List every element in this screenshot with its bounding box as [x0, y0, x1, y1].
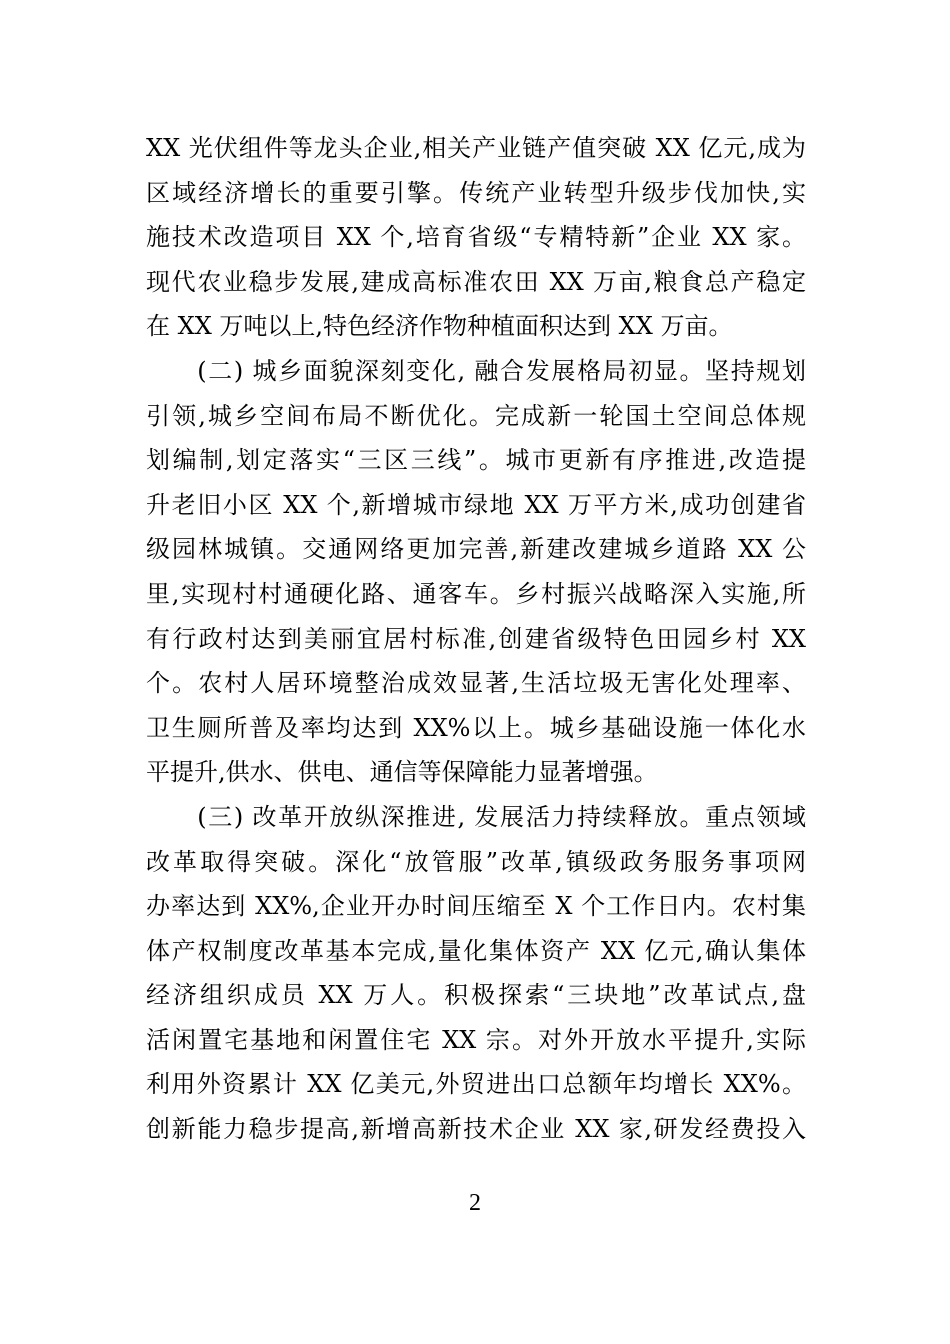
- section-heading-line: (三) 改革开放纵深推进, 发展活力持续释放。重点领域: [146, 802, 806, 831]
- text-line: 有行政村达到美丽宜居村标准,创建省级特色田园乡村 XX: [146, 624, 806, 653]
- section-heading-line: (二) 城乡面貌深刻变化, 融合发展格局初显。坚持规划: [146, 356, 806, 385]
- text-line: 卫生厕所普及率均达到 XX%以上。城乡基础设施一体化水: [146, 713, 806, 742]
- text-line: 区域经济增长的重要引擎。传统产业转型升级步伐加快,实: [146, 178, 806, 207]
- text-line: 引领,城乡空间布局不断优化。完成新一轮国土空间总体规: [146, 401, 806, 430]
- text-line: 经济组织成员 XX 万人。积极探索“三块地”改革试点,盘: [146, 981, 806, 1010]
- text-line: 利用外资累计 XX 亿美元,外贸进出口总额年均增长 XX%。: [146, 1070, 806, 1099]
- text-line: 在 XX 万吨以上,特色经济作物种植面积达到 XX 万亩。: [146, 312, 733, 341]
- text-line: 施技术改造项目 XX 个,培育省级“专精特新”企业 XX 家。: [146, 223, 806, 252]
- text-line: 创新能力稳步提高,新增高新技术企业 XX 家,研发经费投入: [146, 1115, 806, 1144]
- text-line: 里,实现村村通硬化路、通客车。乡村振兴战略深入实施,所: [146, 579, 806, 608]
- page-number: 2: [469, 1190, 481, 1216]
- text-line: 个。农村人居环境整治成效显著,生活垃圾无害化处理率、: [146, 669, 806, 698]
- text-line: 平提升,供水、供电、通信等保障能力显著增强。: [146, 758, 658, 787]
- text-line: 升老旧小区 XX 个,新增城市绿地 XX 万平方米,成功创建省: [146, 490, 806, 519]
- text-line: 划编制,划定落实“三区三线”。城市更新有序推进,改造提: [146, 446, 806, 475]
- text-line: 活闲置宅基地和闲置住宅 XX 宗。对外开放水平提升,实际: [146, 1025, 806, 1054]
- text-line: XX 光伏组件等龙头企业,相关产业链产值突破 XX 亿元,成为: [146, 134, 806, 162]
- text-line: 级园林城镇。交通网络更加完善,新建改建城乡道路 XX 公: [146, 535, 806, 564]
- text-line: 现代农业稳步发展,建成高标准农田 XX 万亩,粮食总产稳定: [146, 267, 806, 296]
- text-line: 体产权制度改革基本完成,量化集体资产 XX 亿元,确认集体: [146, 936, 806, 965]
- text-line: 改革取得突破。深化“放管服”改革,镇级政务服务事项网: [146, 847, 806, 876]
- text-line: 办率达到 XX%,企业开办时间压缩至 X 个工作日内。农村集: [146, 892, 806, 921]
- body-text: [146, 126, 806, 1152]
